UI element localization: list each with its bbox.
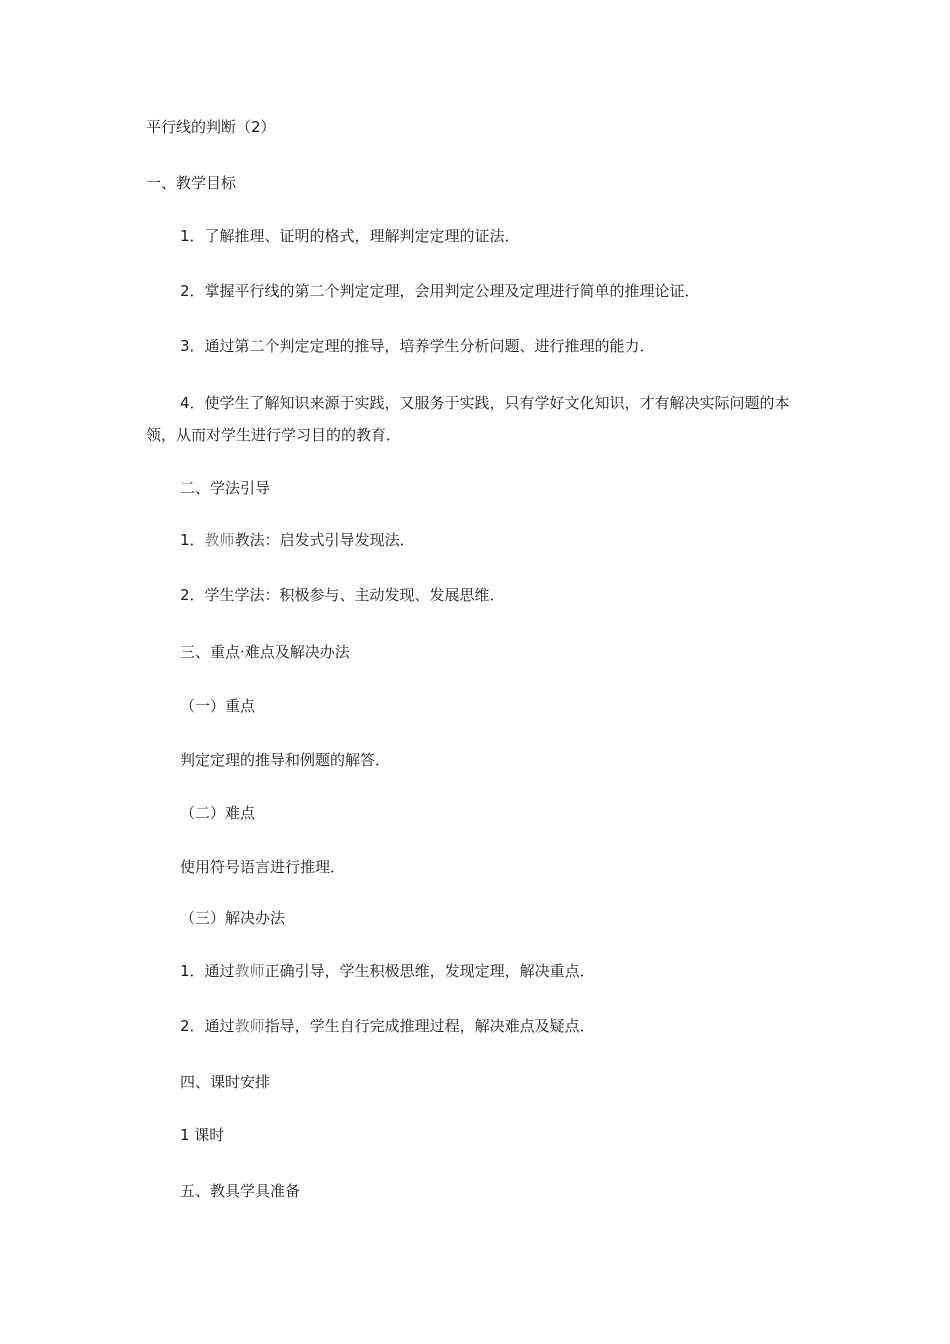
teacher-highlight: 教师 [204,531,235,549]
item-number: 3． [180,337,205,355]
section-heading-methods: 二、学法引导 [180,479,271,497]
section-heading-schedule: 四、课时安排 [180,1073,271,1091]
objective-item [146,387,796,451]
item-text: 教法：启发式引导发现法． [234,531,415,549]
difficulty-text: 使用符号语言进行推理． [180,858,346,876]
section-heading-keypoints: 三、重点·难点及解决办法 [180,643,350,661]
item-number: 2． [180,282,205,300]
solution-item [180,1015,595,1037]
item-text: 了解推理、证明的格式，理解判定定理的证法． [204,227,520,245]
subsection-heading-focus: （一）重点 [180,697,256,715]
item-text: 通过第二个判定定理的推导，培养学生分析问题、进行推理的能力． [204,337,655,355]
schedule-text: 1 课时 [180,1126,225,1144]
method-item [180,584,505,606]
item-number: 1． [180,962,205,980]
section-heading-objectives: 一、教学目标 [146,174,237,192]
item-number: 1． [180,227,205,245]
subsection-heading-difficulty: （二）难点 [180,804,256,822]
item-prefix: 通过 [204,962,235,980]
item-text: 掌握平行线的第二个判定定理，会用判定公理及定理进行简单的推理论证． [204,282,700,300]
item-number: 2． [180,1017,205,1035]
item-text: 指导，学生自行完成推理过程，解决难点及疑点． [264,1017,595,1035]
item-number: 1． [180,531,205,549]
objective-item [180,335,655,357]
objective-item [180,225,520,247]
item-text: 正确引导，学生积极思维，发现定理，解决重点． [264,962,595,980]
document-title: 平行线的判断（2） [146,118,276,136]
item-number: 2． [180,586,205,604]
section-heading-materials: 五、教具学具准备 [180,1182,301,1200]
subsection-heading-solutions: （三）解决办法 [180,909,286,927]
item-text: 使学生了解知识来源于实践，又服务于实践，只有学好文化知识，才有解决实际问题的本领，从而对学生进行学习目的的教育． [146,394,790,444]
item-prefix: 通过 [204,1017,235,1035]
teacher-highlight: 教师 [234,962,265,980]
method-item [180,529,415,551]
item-text: 学生学法：积极参与、主动发现、发展思维． [204,586,505,604]
solution-item [180,960,595,982]
teacher-highlight: 教师 [234,1017,265,1035]
item-number: 4． [180,394,205,412]
objective-item [180,280,700,302]
focus-text: 判定定理的推导和例题的解答． [180,751,391,769]
